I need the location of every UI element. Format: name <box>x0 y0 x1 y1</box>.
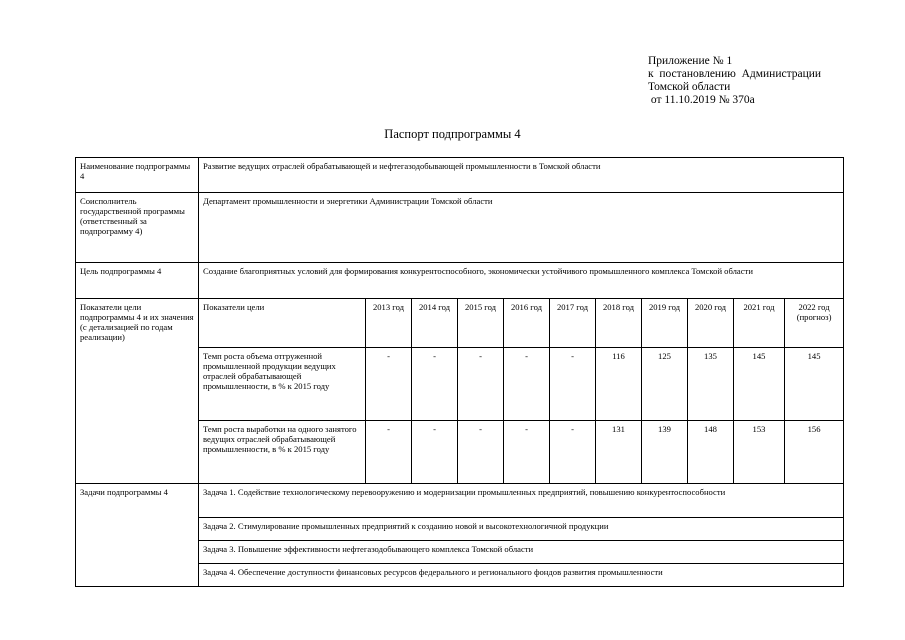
task-item: Задача 2. Стимулирование промышленных предприятий к созданию новой и высокотехнологичной продукции <box>199 518 844 541</box>
value-name: Развитие ведущих отраслей обрабатывающей и нефтегазодобывающей промышленности в Томской области <box>199 158 844 193</box>
indicator-value: - <box>550 421 596 484</box>
task-item: Задача 4. Обеспечение доступности финансовых ресурсов федерального и регионального фондов развития промышленности <box>199 564 844 587</box>
indicator-value: 145 <box>785 348 844 421</box>
indicator-value: - <box>458 348 504 421</box>
indicator-value: 153 <box>734 421 785 484</box>
appendix-line-3: Томской области <box>648 81 731 93</box>
label-tasks: Задачи подпрограммы 4 <box>76 484 199 587</box>
indicator-value: 125 <box>642 348 688 421</box>
indicator-value: - <box>366 421 412 484</box>
year-header: 2017 год <box>550 299 596 348</box>
indicator-value: 116 <box>596 348 642 421</box>
document-title: Паспорт подпрограммы 4 <box>384 127 521 141</box>
row-coexecutor <box>76 193 844 263</box>
year-header: 2018 год <box>596 299 642 348</box>
task-item: Задача 1. Содействие технологическому перевооружению и модернизации промышленных предприятий, повышению конкурентоспособности <box>199 484 844 518</box>
indicator-value: 156 <box>785 421 844 484</box>
appendix-line-1: Приложение № 1 <box>648 55 733 67</box>
indicator-value: - <box>458 421 504 484</box>
indicator-value: - <box>504 348 550 421</box>
indicators-header-name: Показатели цели <box>199 299 366 348</box>
appendix-line-4: от 11.10.2019 № 370а <box>648 94 755 106</box>
year-header: 2015 год <box>458 299 504 348</box>
label-coexecutor: Соисполнитель государственной программы (ответственный за подпрограмму 4) <box>76 193 199 263</box>
year-header: 2019 год <box>642 299 688 348</box>
indicator-value: 131 <box>596 421 642 484</box>
row-goal <box>76 263 844 299</box>
year-header: 2013 год <box>366 299 412 348</box>
label-name: Наименование подпрограммы 4 <box>76 158 199 193</box>
indicator-value: - <box>412 348 458 421</box>
indicator-name: Темп роста объема отгруженной промышленной продукции ведущих отраслей обрабатывающей промышленности, в % к 2015 году <box>199 348 366 421</box>
year-header: 2016 год <box>504 299 550 348</box>
indicators-header-row <box>76 299 844 348</box>
year-header: 2014 год <box>412 299 458 348</box>
indicator-value: - <box>412 421 458 484</box>
row-name <box>76 158 844 193</box>
year-header: 2021 год <box>734 299 785 348</box>
task-row <box>76 484 844 518</box>
indicator-name: Темп роста выработки на одного занятого ведущих отраслей обрабатывающей промышленности, в % к 2015 году <box>199 421 366 484</box>
appendix-line-2: к постановлению Администрации <box>648 68 822 80</box>
year-header: 2022 год (прогноз) <box>785 299 844 348</box>
indicator-value: - <box>550 348 596 421</box>
indicator-value: - <box>504 421 550 484</box>
label-indicators: Показатели цели подпрограммы 4 и их значения (с детализацией по годам реализации) <box>76 299 199 484</box>
task-item: Задача 3. Повышение эффективности нефтегазодобывающего комплекса Томской области <box>199 541 844 564</box>
value-coexecutor: Департамент промышленности и энергетики Администрации Томской области <box>199 193 844 263</box>
appendix-header <box>648 55 821 107</box>
year-header: 2020 год <box>688 299 734 348</box>
label-goal: Цель подпрограммы 4 <box>76 263 199 299</box>
indicator-value: 148 <box>688 421 734 484</box>
indicator-value: 135 <box>688 348 734 421</box>
value-goal: Создание благоприятных условий для формирования конкурентоспособного, экономически устойчивого промышленного комплекса Томской области <box>199 263 844 299</box>
indicator-value: 139 <box>642 421 688 484</box>
passport-table <box>75 157 844 587</box>
indicator-value: - <box>366 348 412 421</box>
indicator-value: 145 <box>734 348 785 421</box>
